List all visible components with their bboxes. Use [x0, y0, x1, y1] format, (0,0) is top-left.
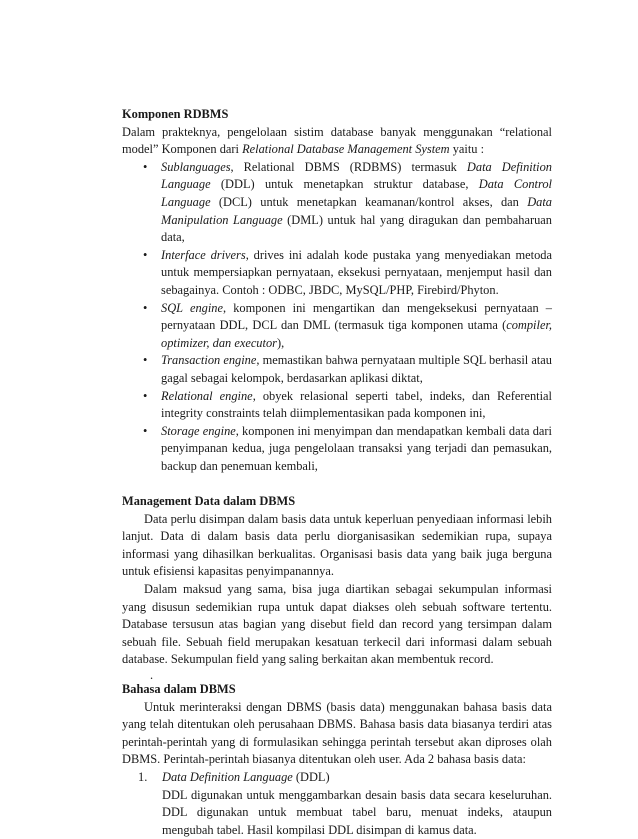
intro-emphasis: Relational Database Management System [242, 142, 450, 157]
language-list [122, 769, 552, 839]
list-item [122, 769, 552, 839]
bullet-icon: • [143, 300, 148, 315]
bullet-icon: • [143, 388, 148, 403]
list-item: • Sublanguages, Relational DBMS (RDBMS) termasuk Data Definition Language (DDL) untuk menetapkan struktur database, Data Control Language (DCL) untuk menetapkan keamanan/kontrol akses, dan Data Manipulation Language (DML) untuk hal yang diragukan dan pembaharuan data, [143, 159, 552, 245]
section-heading-komponen-rdbms: Komponen RDBMS [122, 107, 229, 121]
list-item: • Storage engine, komponen ini menyimpan dan mendapatkan kembali data dari penyimpanan kedua, juga pengelolaan transaksi yang terjadi dan pemasukan, backup dan penemuan kembali, [143, 423, 552, 473]
management-paragraph-1: Data perlu disimpan dalam basis data untuk keperluan penyediaan informasi lebih lanjut. Data di dalam basis data perlu diorganisasikan sedemikian rupa, supaya informasi yang dihasilkan berkualitas. Organisasi basis data yang baik juga berguna untuk efisiensi kapasitas penyimpanannya. [122, 511, 552, 579]
bahasa-paragraph: Untuk merinteraksi dengan DBMS (basis data) menggunakan bahasa basis data yang telah ditentukan oleh perusahaan DBMS. Bahasa basis data biasanya terdiri atas perintah-perintah yang di formulasikan sehingga perintah tersebut akan diproses olah DBMS. Perintah-perintah biasanya ditentukan oleh user. Ada 2 bahasa basis data: [122, 699, 552, 767]
management-paragraph-2: Dalam maksud yang sama, bisa juga diartikan sebagai sekumpulan informasi yang disusun sedemikian rupa untuk dapat diakses oleh sebuah software tertentu. Database tersusun atas bagian yang disebut field dan record yang tersimpan dalam sebuah file. Sebuah field merupakan kesatuan terkecil dari informasi dalam sebuah database. Sekumpulan field yang saling berkaitan akan membentuk record. [122, 582, 552, 667]
bullet-icon: • [143, 247, 148, 262]
document-page [122, 106, 552, 839]
intro-text: Dalam prakteknya, pengelolaan sistim database banyak menggunakan “relational model” Komponen dari [122, 124, 552, 157]
component-list [122, 159, 552, 476]
bullet-icon: • [143, 159, 148, 174]
list-item-title: Data Definition Language (DDL) [162, 769, 330, 784]
stray-dot: . [150, 668, 154, 682]
list-item: • SQL engine, komponen ini mengartikan dan mengeksekusi pernyataan – pernyataan DDL, DCL dan DML (termasuk tiga komponen utama (compiler, optimizer, dan executor), [143, 300, 553, 350]
section-heading-bahasa-dbms: Bahasa dalam DBMS [122, 682, 236, 696]
list-number: 1. [138, 769, 148, 784]
list-item: • Relational engine, obyek relasional seperti tabel, indeks, dan Referential integrity constraints telah diimplementasikan pada komponen ini, [143, 388, 553, 421]
section-spacer [122, 475, 552, 493]
intro-paragraph [122, 124, 552, 159]
list-item: • Interface drivers, drives ini adalah kode pustaka yang menyediakan metoda untuk mempersiapkan pernyataan, eksekusi pernyataan, menjemput hasil dan sebagainya. Contoh : ODBC, JBDC, MySQL/PHP, Firebird/Phyton. [143, 247, 552, 297]
bullet-icon: • [143, 423, 148, 438]
list-item: • Transaction engine, memastikan bahwa pernyataan multiple SQL berhasil atau gagal sebagai kelompok, berdasarkan aplikasi diktat, [143, 353, 552, 385]
bullet-icon: • [143, 353, 148, 368]
list-item-body: DDL digunakan untuk menggambarkan desain basis data secara keseluruhan. DDL digunakan untuk membuat tabel baru, menuat indeks, ataupun mengubah tabel. Hasil kompilasi DDL disimpan di kamus data. [162, 787, 552, 837]
intro-text-end: yaitu : [449, 142, 485, 157]
section-heading-management-data: Management Data dalam DBMS [122, 494, 296, 509]
